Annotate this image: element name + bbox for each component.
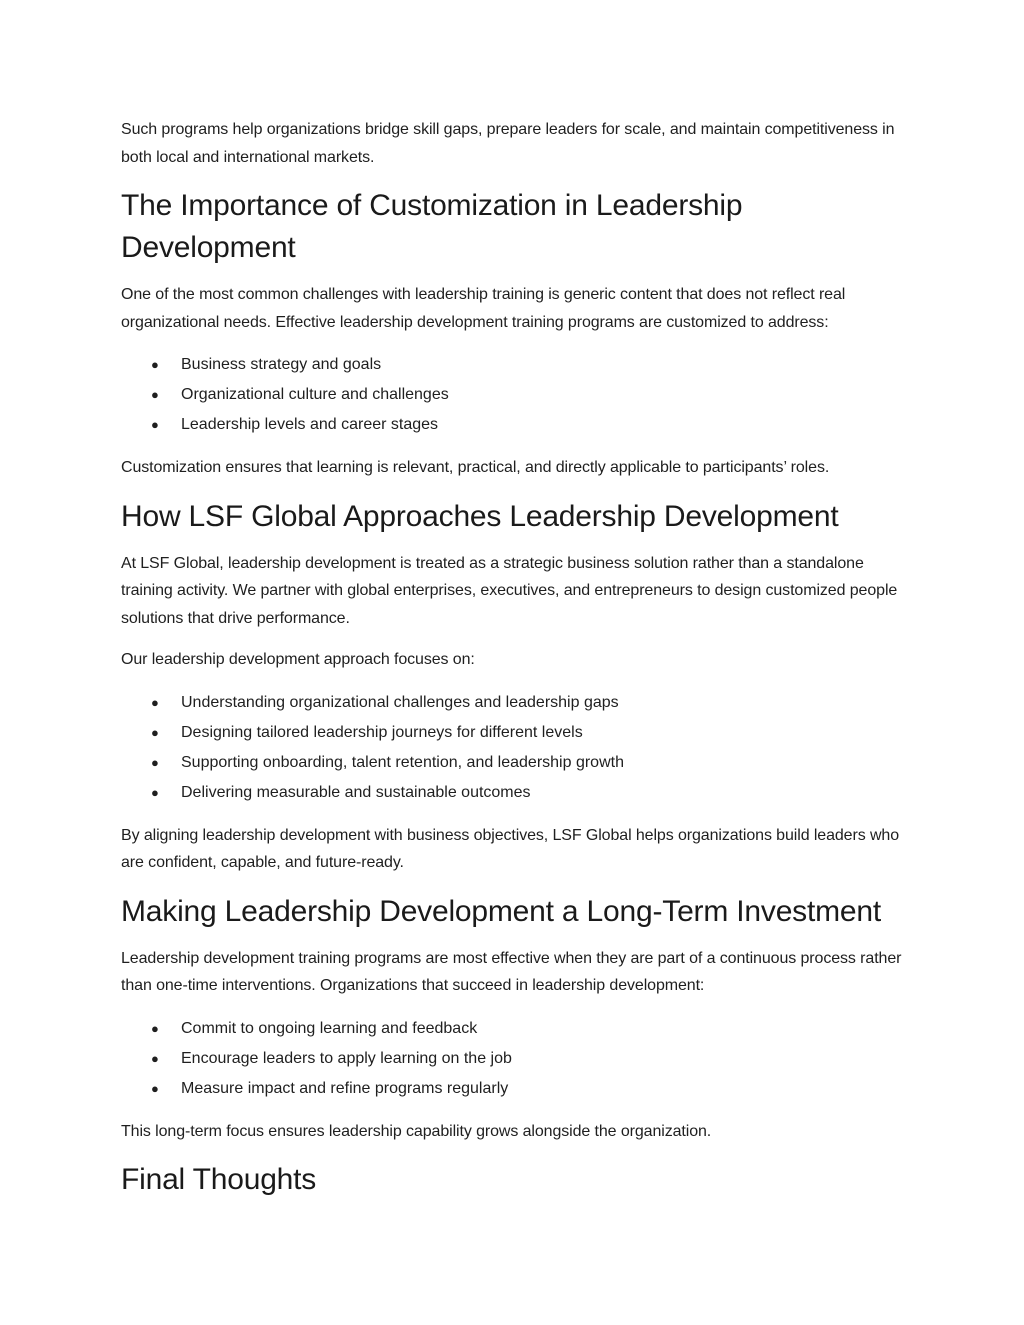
bullet-icon: ● (151, 1050, 159, 1066)
paragraph-long-term-summary: This long-term focus ensures leadership capability grows alongside the organization. (121, 1122, 712, 1140)
bullet-icon: ● (151, 724, 159, 740)
list-item: ● Organizational culture and challenges (121, 380, 911, 410)
list-item: ● Designing tailored leadership journeys for different levels (121, 718, 911, 748)
list-item: ● Supporting onboarding, talent retention, and leadership growth (121, 748, 911, 778)
paragraph-lsf-approach: At LSF Global, leadership development is treated as a strategic business solution rather than a standalone training activity. We partner with global enterprises, executives, and entrepreneurs to design customized people solutions that drive performance. (121, 554, 898, 627)
list-item: ● Encourage leaders to apply learning on the job (121, 1044, 911, 1074)
list-item: ● Understanding organizational challenges and leadership gaps (121, 688, 911, 718)
document-page (121, 116, 911, 1213)
bullet-icon: ● (151, 387, 159, 402)
bullet-icon: ● (151, 357, 159, 372)
paragraph-alignment: By aligning leadership development with business objectives, LSF Global helps organizations build leaders who are confident, capable, and future-ready. (121, 826, 900, 871)
bullet-icon: ● (151, 417, 159, 432)
bullet-list-long-term (121, 1014, 911, 1104)
bullet-icon: ● (151, 754, 159, 770)
paragraph-approach-focus: Our leadership development approach focuses on: (121, 651, 475, 668)
list-item: ● Measure impact and refine programs regularly (121, 1074, 911, 1104)
bullet-icon: ● (151, 1080, 159, 1096)
bullet-icon: ● (151, 694, 159, 710)
bullet-icon: ● (151, 784, 159, 800)
heading-final-thoughts: Final Thoughts (121, 1163, 317, 1196)
heading-customization: The Importance of Customization in Leadership Development (121, 189, 743, 264)
paragraph-customization: One of the most common challenges with leadership training is generic content that does not reflect real organizational needs. Effective leadership development training programs are customized to address: (121, 286, 846, 331)
list-item: ● Commit to ongoing learning and feedback (121, 1014, 911, 1044)
list-item: ● Leadership levels and career stages (121, 410, 911, 440)
list-item: ● Delivering measurable and sustainable outcomes (121, 778, 911, 808)
paragraph-intro: Such programs help organizations bridge skill gaps, prepare leaders for scale, and maintain competitiveness in both local and international markets. (121, 121, 895, 166)
heading-lsf-approach: How LSF Global Approaches Leadership Development (121, 499, 839, 533)
bullet-list-approach (121, 688, 911, 808)
heading-long-term: Making Leadership Development a Long-Term Investment (121, 894, 882, 928)
bullet-list-customization (121, 350, 911, 440)
bullet-icon: ● (151, 1020, 159, 1036)
list-item: ● Business strategy and goals (121, 350, 911, 380)
paragraph-customization-summary: Customization ensures that learning is relevant, practical, and directly applicable to participants’ roles. (121, 459, 830, 476)
paragraph-long-term: Leadership development training programs are most effective when they are part of a continuous process rather than one-time interventions. Organizations that succeed in leadership development: (121, 949, 902, 994)
